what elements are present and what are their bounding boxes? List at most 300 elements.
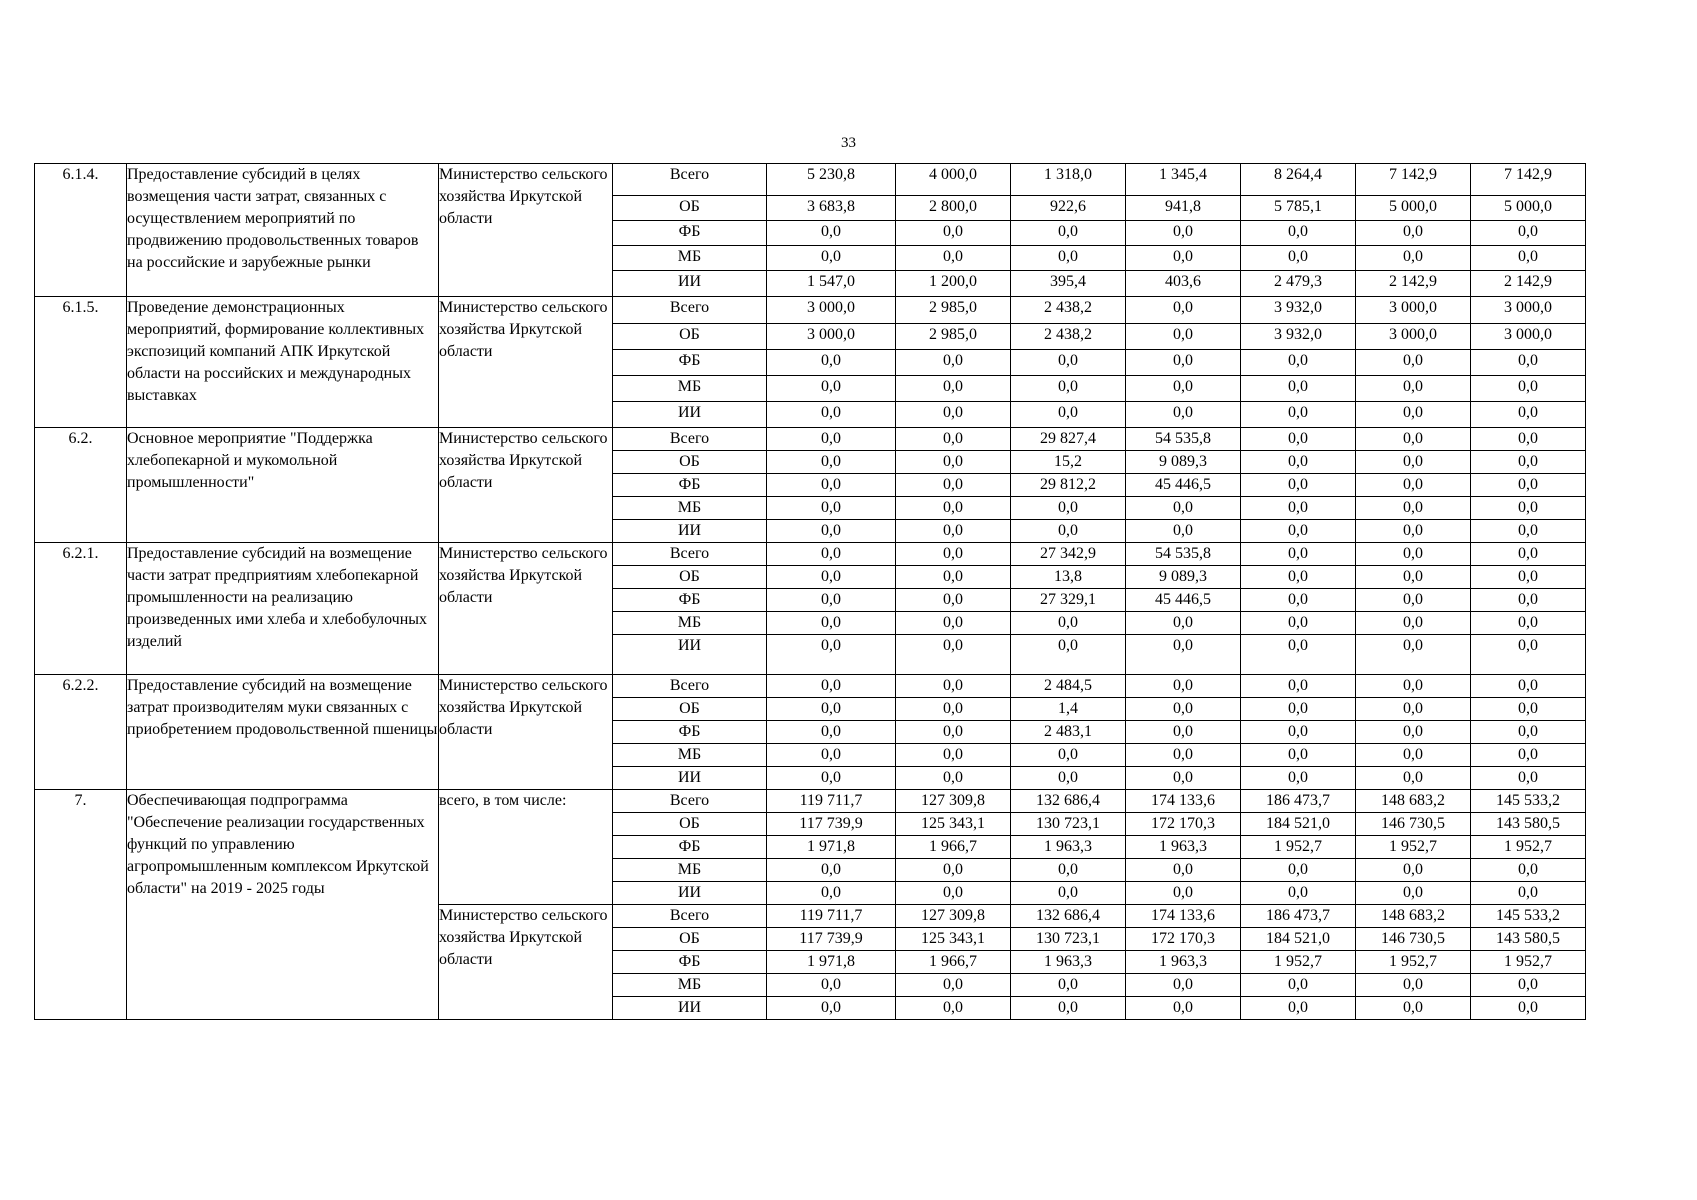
amount-cell: 145 533,2 [1471,790,1586,813]
amount-cell: 0,0 [1356,221,1471,246]
amount-cell: 174 133,6 [1126,790,1241,813]
amount-cell: 27 342,9 [1011,543,1126,566]
table-row [35,543,1586,566]
table-row [35,790,1586,813]
amount-cell: 0,0 [1126,997,1241,1020]
funding-source-cell: ИИ [613,635,767,675]
amount-cell: 0,0 [767,520,896,543]
amount-cell: 0,0 [1356,767,1471,790]
amount-cell: 0,0 [896,767,1011,790]
funding-source-cell: Всего [613,428,767,451]
amount-cell: 132 686,4 [1011,790,1126,813]
amount-cell: 184 521,0 [1241,928,1356,951]
amount-cell: 148 683,2 [1356,905,1471,928]
amount-cell: 0,0 [1471,566,1586,589]
amount-cell: 117 739,9 [767,928,896,951]
amount-cell: 45 446,5 [1126,474,1241,497]
amount-cell: 0,0 [896,744,1011,767]
amount-cell: 0,0 [1471,721,1586,744]
amount-cell: 7 142,9 [1471,164,1586,196]
amount-cell: 0,0 [1011,402,1126,428]
amount-cell: 0,0 [1241,859,1356,882]
amount-cell: 0,0 [1356,451,1471,474]
amount-cell: 0,0 [1126,882,1241,905]
amount-cell: 3 000,0 [1471,324,1586,350]
amount-cell: 0,0 [1126,402,1241,428]
amount-cell: 0,0 [1126,635,1241,675]
amount-cell: 0,0 [1241,428,1356,451]
amount-cell: 15,2 [1011,451,1126,474]
amount-cell: 3 683,8 [767,196,896,221]
amount-cell: 0,0 [1471,402,1586,428]
amount-cell: 3 000,0 [1356,297,1471,324]
amount-cell: 1 952,7 [1356,951,1471,974]
amount-cell: 1 200,0 [896,271,1011,297]
amount-cell: 186 473,7 [1241,905,1356,928]
amount-cell: 0,0 [1241,698,1356,721]
amount-cell: 0,0 [1241,246,1356,271]
amount-cell: 9 089,3 [1126,451,1241,474]
amount-cell: 0,0 [1011,974,1126,997]
amount-cell: 0,0 [1471,635,1586,675]
amount-cell: 0,0 [1011,744,1126,767]
funding-source-cell: МБ [613,612,767,635]
amount-cell: 5 785,1 [1241,196,1356,221]
amount-cell: 0,0 [1241,402,1356,428]
amount-cell: 0,0 [1471,376,1586,402]
amount-cell: 1 963,3 [1126,836,1241,859]
funding-source-cell: Всего [613,543,767,566]
amount-cell: 0,0 [1241,744,1356,767]
amount-cell: 0,0 [767,859,896,882]
amount-cell: 13,8 [1011,566,1126,589]
amount-cell: 0,0 [1241,997,1356,1020]
amount-cell: 0,0 [1126,221,1241,246]
funding-source-cell: МБ [613,744,767,767]
amount-cell: 0,0 [1011,882,1126,905]
amount-cell: 0,0 [767,698,896,721]
amount-cell: 0,0 [896,520,1011,543]
amount-cell: 0,0 [1471,612,1586,635]
amount-cell: 0,0 [1126,520,1241,543]
amount-cell: 0,0 [767,767,896,790]
funding-source-cell: МБ [613,246,767,271]
amount-cell: 143 580,5 [1471,813,1586,836]
amount-cell: 0,0 [1241,350,1356,376]
amount-cell: 0,0 [1356,882,1471,905]
amount-cell: 0,0 [1356,974,1471,997]
amount-cell: 1 963,3 [1011,951,1126,974]
amount-cell: 146 730,5 [1356,813,1471,836]
amount-cell: 0,0 [896,974,1011,997]
amount-cell: 54 535,8 [1126,428,1241,451]
item-number: 6.2.1. [35,543,127,675]
amount-cell: 0,0 [767,612,896,635]
amount-cell: 130 723,1 [1011,813,1126,836]
amount-cell: 0,0 [1241,451,1356,474]
amount-cell: 922,6 [1011,196,1126,221]
amount-cell: 0,0 [1471,474,1586,497]
amount-cell: 29 827,4 [1011,428,1126,451]
amount-cell: 54 535,8 [1126,543,1241,566]
amount-cell: 0,0 [896,376,1011,402]
amount-cell: 0,0 [1241,974,1356,997]
amount-cell: 0,0 [1011,767,1126,790]
amount-cell: 1 966,7 [896,836,1011,859]
amount-cell: 0,0 [1241,221,1356,246]
budget-table [34,163,1586,1020]
amount-cell: 125 343,1 [896,813,1011,836]
amount-cell: 403,6 [1126,271,1241,297]
amount-cell: 0,0 [767,543,896,566]
amount-cell: 0,0 [1241,882,1356,905]
amount-cell: 27 329,1 [1011,589,1126,612]
amount-cell: 2 142,9 [1471,271,1586,297]
amount-cell: 0,0 [1126,721,1241,744]
amount-cell: 0,0 [1471,767,1586,790]
amount-cell: 0,0 [896,350,1011,376]
amount-cell: 0,0 [1241,376,1356,402]
amount-cell: 146 730,5 [1356,928,1471,951]
amount-cell: 0,0 [896,497,1011,520]
item-number: 6.2. [35,428,127,543]
funding-source-cell: ОБ [613,698,767,721]
amount-cell: 4 000,0 [896,164,1011,196]
table-body [35,164,1586,1020]
amount-cell: 0,0 [896,428,1011,451]
table-row [35,297,1586,324]
executor-cell: Министерство сельского хозяйства Иркутской области [439,164,613,297]
table-row [35,428,1586,451]
amount-cell: 0,0 [1356,428,1471,451]
amount-cell: 0,0 [896,698,1011,721]
amount-cell: 0,0 [1471,520,1586,543]
amount-cell: 941,8 [1126,196,1241,221]
amount-cell: 0,0 [767,402,896,428]
amount-cell: 0,0 [1356,566,1471,589]
amount-cell: 0,0 [1241,589,1356,612]
amount-cell: 2 985,0 [896,324,1011,350]
amount-cell: 127 309,8 [896,905,1011,928]
amount-cell: 0,0 [1241,612,1356,635]
amount-cell: 0,0 [767,744,896,767]
amount-cell: 45 446,5 [1126,589,1241,612]
executor-cell: Министерство сельского хозяйства Иркутской области [439,428,613,543]
amount-cell: 1 963,3 [1011,836,1126,859]
amount-cell: 0,0 [1241,566,1356,589]
amount-cell: 0,0 [1011,520,1126,543]
amount-cell: 125 343,1 [896,928,1011,951]
amount-cell: 0,0 [1011,859,1126,882]
funding-source-cell: ФБ [613,836,767,859]
funding-source-cell: ФБ [613,951,767,974]
amount-cell: 172 170,3 [1126,813,1241,836]
executor-cell: Министерство сельского хозяйства Иркутской области [439,905,613,1020]
amount-cell: 0,0 [1241,543,1356,566]
amount-cell: 5 230,8 [767,164,896,196]
amount-cell: 0,0 [767,428,896,451]
amount-cell: 143 580,5 [1471,928,1586,951]
amount-cell: 0,0 [1471,882,1586,905]
item-name: Предоставление субсидий в целях возмещения части затрат, связанных с осуществлением мероприятий по продвижению продовольственных товаров на российские и зарубежные рынки [127,164,439,297]
amount-cell: 148 683,2 [1356,790,1471,813]
amount-cell: 0,0 [1356,350,1471,376]
amount-cell: 0,0 [1241,767,1356,790]
amount-cell: 0,0 [1471,246,1586,271]
amount-cell: 0,0 [1011,997,1126,1020]
amount-cell: 1,4 [1011,698,1126,721]
amount-cell: 2 483,1 [1011,721,1126,744]
amount-cell: 0,0 [1356,635,1471,675]
executor-cell: Министерство сельского хозяйства Иркутской области [439,543,613,675]
amount-cell: 0,0 [1126,974,1241,997]
table-row [35,675,1586,698]
amount-cell: 0,0 [1471,543,1586,566]
page-number: 33 [841,135,856,151]
amount-cell: 0,0 [1356,376,1471,402]
amount-cell: 0,0 [1126,324,1241,350]
amount-cell: 0,0 [896,721,1011,744]
amount-cell: 0,0 [767,451,896,474]
amount-cell: 130 723,1 [1011,928,1126,951]
item-number: 6.1.5. [35,297,127,428]
funding-source-cell: ФБ [613,589,767,612]
amount-cell: 172 170,3 [1126,928,1241,951]
amount-cell: 119 711,7 [767,790,896,813]
amount-cell: 1 966,7 [896,951,1011,974]
amount-cell: 0,0 [1356,246,1471,271]
amount-cell: 5 000,0 [1471,196,1586,221]
amount-cell: 0,0 [896,474,1011,497]
amount-cell: 0,0 [767,997,896,1020]
amount-cell: 2 438,2 [1011,297,1126,324]
amount-cell: 0,0 [1011,221,1126,246]
amount-cell: 0,0 [1011,612,1126,635]
amount-cell: 0,0 [1241,520,1356,543]
funding-source-cell: ИИ [613,882,767,905]
amount-cell: 0,0 [896,246,1011,271]
amount-cell: 3 932,0 [1241,297,1356,324]
amount-cell: 0,0 [1471,589,1586,612]
amount-cell: 1 963,3 [1126,951,1241,974]
amount-cell: 0,0 [1241,635,1356,675]
funding-source-cell: ОБ [613,324,767,350]
amount-cell: 0,0 [896,675,1011,698]
item-name: Предоставление субсидий на возмещение части затрат предприятиям хлебопекарной промышленности на реализацию произведенных ими хлеба и хлебобулочных изделий [127,543,439,675]
amount-cell: 9 089,3 [1126,566,1241,589]
amount-cell: 0,0 [1126,859,1241,882]
funding-source-cell: МБ [613,376,767,402]
funding-source-cell: ОБ [613,196,767,221]
item-name: Обеспечивающая подпрограмма "Обеспечение реализации государственных функций по управлению агропромышленным комплексом Иркутской области" на 2019 - 2025 годы [127,790,439,1020]
amount-cell: 127 309,8 [896,790,1011,813]
amount-cell: 0,0 [1126,297,1241,324]
amount-cell: 184 521,0 [1241,813,1356,836]
amount-cell: 0,0 [896,859,1011,882]
amount-cell: 0,0 [1356,543,1471,566]
amount-cell: 0,0 [1126,497,1241,520]
funding-source-cell: ОБ [613,813,767,836]
amount-cell: 0,0 [1356,612,1471,635]
amount-cell: 3 000,0 [1471,297,1586,324]
amount-cell: 0,0 [1356,997,1471,1020]
amount-cell: 1 952,7 [1471,951,1586,974]
amount-cell: 0,0 [767,589,896,612]
funding-source-cell: ИИ [613,520,767,543]
funding-source-cell: ФБ [613,350,767,376]
amount-cell: 0,0 [1471,221,1586,246]
amount-cell: 29 812,2 [1011,474,1126,497]
item-number: 6.1.4. [35,164,127,297]
amount-cell: 1 952,7 [1241,951,1356,974]
amount-cell: 0,0 [1356,497,1471,520]
amount-cell: 0,0 [767,474,896,497]
funding-source-cell: МБ [613,974,767,997]
amount-cell: 0,0 [1241,497,1356,520]
item-name: Проведение демонстрационных мероприятий, формирование коллективных экспозиций компаний АПК Иркутской области на российских и международных выставках [127,297,439,428]
executor-cell: всего, в том числе: [439,790,613,905]
amount-cell: 0,0 [1241,474,1356,497]
amount-cell: 1 547,0 [767,271,896,297]
amount-cell: 0,0 [1471,997,1586,1020]
amount-cell: 1 345,4 [1126,164,1241,196]
amount-cell: 8 264,4 [1241,164,1356,196]
amount-cell: 0,0 [1471,428,1586,451]
amount-cell: 0,0 [896,402,1011,428]
funding-source-cell: ФБ [613,474,767,497]
amount-cell: 1 318,0 [1011,164,1126,196]
funding-source-cell: Всего [613,790,767,813]
amount-cell: 0,0 [1356,744,1471,767]
amount-cell: 1 952,7 [1241,836,1356,859]
amount-cell: 1 971,8 [767,951,896,974]
amount-cell: 0,0 [896,997,1011,1020]
amount-cell: 0,0 [1471,744,1586,767]
item-number: 7. [35,790,127,1020]
amount-cell: 0,0 [1471,859,1586,882]
executor-cell: Министерство сельского хозяйства Иркутской области [439,675,613,790]
amount-cell: 0,0 [1011,635,1126,675]
amount-cell: 0,0 [1356,402,1471,428]
amount-cell: 0,0 [1356,520,1471,543]
funding-source-cell: ИИ [613,997,767,1020]
amount-cell: 3 000,0 [767,324,896,350]
amount-cell: 0,0 [1126,350,1241,376]
amount-cell: 0,0 [1471,497,1586,520]
amount-cell: 0,0 [1126,767,1241,790]
amount-cell: 0,0 [767,246,896,271]
amount-cell: 0,0 [1126,612,1241,635]
item-name: Предоставление субсидий на возмещение затрат производителям муки связанных с приобретением продовольственной пшеницы [127,675,439,790]
funding-source-cell: Всего [613,164,767,196]
amount-cell: 1 971,8 [767,836,896,859]
amount-cell: 0,0 [896,612,1011,635]
item-name: Основное мероприятие "Поддержка хлебопекарной и мукомольной промышленности" [127,428,439,543]
amount-cell: 0,0 [896,566,1011,589]
amount-cell: 0,0 [896,221,1011,246]
amount-cell: 0,0 [1126,246,1241,271]
amount-cell: 0,0 [767,497,896,520]
amount-cell: 0,0 [1356,721,1471,744]
amount-cell: 0,0 [767,974,896,997]
amount-cell: 0,0 [1471,974,1586,997]
funding-source-cell: ОБ [613,928,767,951]
amount-cell: 1 952,7 [1471,836,1586,859]
amount-cell: 0,0 [1241,675,1356,698]
funding-source-cell: МБ [613,859,767,882]
amount-cell: 5 000,0 [1356,196,1471,221]
amount-cell: 0,0 [767,221,896,246]
amount-cell: 3 000,0 [1356,324,1471,350]
item-number: 6.2.2. [35,675,127,790]
amount-cell: 0,0 [1011,376,1126,402]
amount-cell: 0,0 [1126,376,1241,402]
funding-source-cell: ОБ [613,566,767,589]
amount-cell: 0,0 [896,882,1011,905]
funding-source-cell: Всего [613,905,767,928]
amount-cell: 2 800,0 [896,196,1011,221]
amount-cell: 0,0 [767,635,896,675]
amount-cell: 2 142,9 [1356,271,1471,297]
amount-cell: 0,0 [896,451,1011,474]
amount-cell: 186 473,7 [1241,790,1356,813]
amount-cell: 0,0 [1471,675,1586,698]
amount-cell: 0,0 [767,882,896,905]
amount-cell: 1 952,7 [1356,836,1471,859]
amount-cell: 0,0 [1011,350,1126,376]
amount-cell: 395,4 [1011,271,1126,297]
funding-source-cell: ИИ [613,402,767,428]
executor-cell: Министерство сельского хозяйства Иркутской области [439,297,613,428]
amount-cell: 2 438,2 [1011,324,1126,350]
amount-cell: 0,0 [1356,474,1471,497]
amount-cell: 0,0 [1011,497,1126,520]
amount-cell: 117 739,9 [767,813,896,836]
amount-cell: 0,0 [1126,744,1241,767]
funding-source-cell: ИИ [613,767,767,790]
amount-cell: 132 686,4 [1011,905,1126,928]
amount-cell: 0,0 [1241,721,1356,744]
amount-cell: 0,0 [767,675,896,698]
amount-cell: 0,0 [1011,246,1126,271]
funding-source-cell: ФБ [613,221,767,246]
amount-cell: 3 932,0 [1241,324,1356,350]
funding-source-cell: ФБ [613,721,767,744]
funding-source-cell: ОБ [613,451,767,474]
amount-cell: 0,0 [1471,451,1586,474]
amount-cell: 0,0 [767,721,896,744]
funding-source-cell: Всего [613,675,767,698]
amount-cell: 0,0 [896,589,1011,612]
amount-cell: 0,0 [1471,698,1586,721]
amount-cell: 0,0 [767,566,896,589]
amount-cell: 2 479,3 [1241,271,1356,297]
amount-cell: 174 133,6 [1126,905,1241,928]
amount-cell: 0,0 [1126,675,1241,698]
amount-cell: 0,0 [896,543,1011,566]
table-row [35,164,1586,196]
funding-source-cell: МБ [613,497,767,520]
funding-source-cell: Всего [613,297,767,324]
amount-cell: 0,0 [1356,589,1471,612]
amount-cell: 145 533,2 [1471,905,1586,928]
amount-cell: 0,0 [767,376,896,402]
amount-cell: 0,0 [896,635,1011,675]
amount-cell: 2 484,5 [1011,675,1126,698]
amount-cell: 0,0 [767,350,896,376]
amount-cell: 0,0 [1356,675,1471,698]
amount-cell: 7 142,9 [1356,164,1471,196]
